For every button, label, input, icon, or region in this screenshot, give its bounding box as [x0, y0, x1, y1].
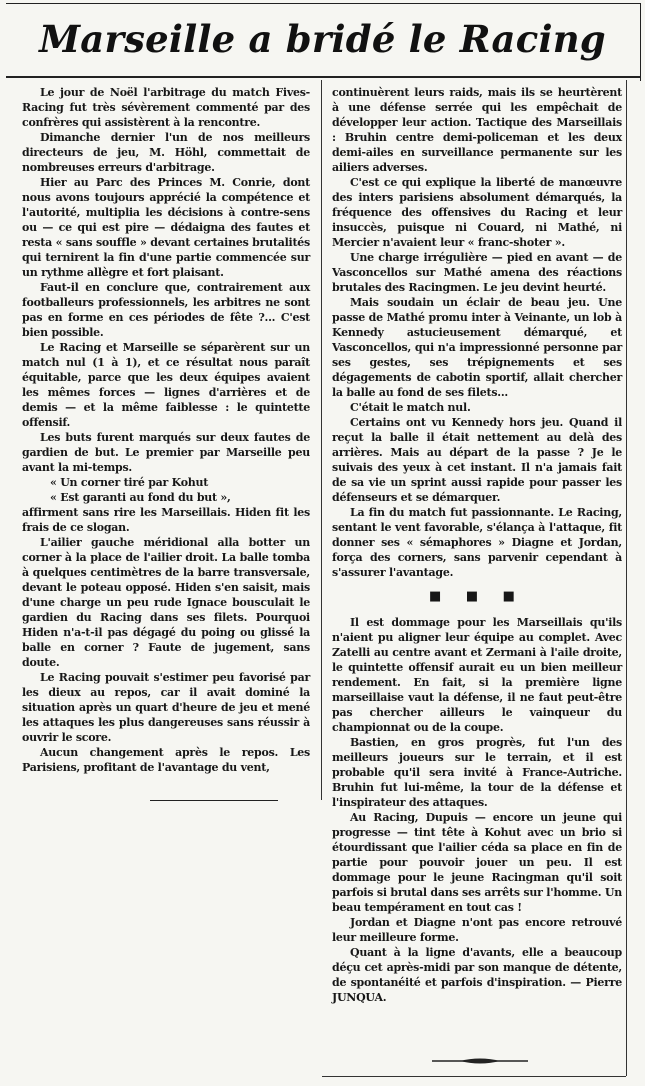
paragraph: L'ailier gauche méridional alla botter un corner à la place de l'ailier droit. La balle tomba à quelques centimètres de la barre transversale, devant le poteau opposé. Hiden s'en saisit, mais d'une charge un peu rude Ignace bousculait le gardien du Racing dans ses filets. Pourquoi Hiden n'a-t-il pas dégagé du poing ou glissé la balle en corner ? Faute de jugement, sans doute.: [22, 536, 310, 669]
headline: Marseille a bridé le Racing: [39, 17, 606, 61]
top-frame-rule: [6, 3, 641, 4]
end-ornament: [430, 1057, 530, 1065]
paragraph: Dimanche dernier l'un de nos meilleurs directeurs de jeu, M. Höhl, commettait de nombreuses erreurs d'arbitrage.: [22, 131, 310, 174]
slogan-line: « Un corner tiré par Kohut: [50, 476, 209, 489]
bottom-frame-rule: [322, 1076, 626, 1077]
paragraph: Les buts furent marqués sur deux fautes de gardien de but. Le premier par Marseille peu avant la mi-temps.: [22, 431, 310, 474]
paragraph: Jordan et Diagne n'ont pas encore retrouvé leur meilleure forme.: [332, 916, 622, 944]
slogan-line: « Est garanti au fond du but »,: [50, 491, 231, 504]
paragraph: Il est dommage pour les Marseillais qu'ils n'aient pu aligner leur équipe au complet. Avec Zatelli au centre avant et Zermani à l'aile droite, le quintette offensif aurait eu un bien meilleur rendement. En fait, si la première ligne marseillaise vaut la défense, il ne faut peut-être pas chercher ailleurs le vainqueur du championnat ou de la coupe.: [332, 616, 622, 734]
paragraph: Le Racing pouvait s'estimer peu favorisé par les dieux au repos, car il avait dominé la situation après un quart d'heure de jeu et mené les attaques les plus dangereuses sans réussir à ouvrir le score.: [22, 671, 310, 744]
paragraph: C'est ce qui explique la liberté de manœuvre des inters parisiens absolument démarqués, la fréquence des offensives du Racing et leur insuccès, puisque ni Couard, ni Mathé, ni Mercier n'avaient leur « franc-shoter ».: [332, 176, 622, 249]
paragraph: Faut-il en conclure que, contrairement aux footballeurs professionnels, les arbitres ne sont pas en forme en ces périodes de fête ?... C'est bien possible.: [22, 281, 310, 339]
paragraph: affirment sans rire les Marseillais. Hiden fit les frais de ce slogan.: [22, 506, 310, 534]
paragraph: continuèrent leurs raids, mais ils se heurtèrent à une défense serrée qui les empêchait de développer leur action. Tactique des Marseillais : Bruhin centre demi-policeman et les deux demi-ailes en surveillance permanente sur les ailiers adverses.: [332, 86, 622, 174]
paragraph: Aucun changement après le repos. Les Parisiens, profitant de l'avantage du vent,: [22, 746, 310, 774]
right-column-frame: [626, 80, 627, 1076]
left-column-end-rule: [150, 800, 278, 801]
paragraph: C'était le match nul.: [350, 401, 471, 414]
paragraph: Mais soudain un éclair de beau jeu. Une passe de Mathé promu inter à Veinante, un lob à Kennedy astucieusement démarqué, et Vasconcellos, qui n'a impressionné personne par ses gestes, ses trépignements et ses dégagements de cabotin sportif, allait chercher la balle au fond de ses filets...: [332, 296, 622, 399]
paragraph: Certains ont vu Kennedy hors jeu. Quand il reçut la balle il était nettement au delà des arrières. Mais au départ de la passe ? Je le suivais des yeux à cet instant. Il n'a jamais fait de sa vie un sprint aussi rapide pour passer les défenseurs et se démarquer.: [332, 416, 622, 504]
paragraph: Quant à la ligne d'avants, elle a beaucoup déçu cet après-midi par son manque de détente, de spontanéité et parfois d'inspiration. — Pierre JUNQUA.: [332, 946, 622, 1004]
column-divider: [321, 80, 322, 800]
paragraph: Au Racing, Dupuis — encore un jeune qui progresse — tint tête à Kohut avec un brio si étourdissant que l'ailier céda sa place en fin de partie pour pouvoir jouer un peu. Il est dommage pour le jeune Racingman qu'il soit parfois si brutal dans ses arrêts sur l'homme. Un beau tempérament en tout cas !: [332, 811, 622, 914]
paragraph: Bastien, en gros progrès, fut l'un des meilleurs joueurs sur le terrain, et il est probable qu'il sera invité à France-Autriche. Bruhin fut lui-même, la tour de la défense et l'inspirateur des attaques.: [332, 736, 622, 809]
right-column: [332, 85, 622, 1005]
left-column: [22, 85, 310, 775]
paragraph: Hier au Parc des Princes M. Conrie, dont nous avons toujours apprécié la compétence et l'autorité, multiplia les décisions à contre-sens ou — ce qui est pire — dédaigna des fautes et resta « sans souffle » devant certaines brutalités qui ternirent la fin d'une partie commencée sur un rythme allègre et fort plaisant.: [22, 176, 310, 279]
paragraph: Le jour de Noël l'arbitrage du match Fives-Racing fut très sévèrement commenté par des confrères qui assistèrent à la rencontre.: [22, 86, 310, 129]
paragraph: Une charge irrégulière — pied en avant — de Vasconcellos sur Mathé amena des réactions brutales des Racingmen. Le jeu devint heurté.: [332, 251, 622, 294]
paragraph: Le Racing et Marseille se séparèrent sur un match nul (1 à 1), et ce résultat nous paraît équitable, parce que les deux équipes avaient les mêmes forces — lignes d'arrières et de demis — et la même faiblesse : le quintette offensif.: [22, 341, 310, 429]
headline-rule: [6, 76, 641, 78]
paragraph: La fin du match fut passionnante. Le Racing, sentant le vent favorable, s'élança à l'attaque, fit donner ses « sémaphores » Diagne et Jordan, força des corners, sans parvenir cependant à s'assurer l'avantage.: [332, 506, 622, 579]
section-separator: ■ ■ ■: [429, 589, 525, 604]
